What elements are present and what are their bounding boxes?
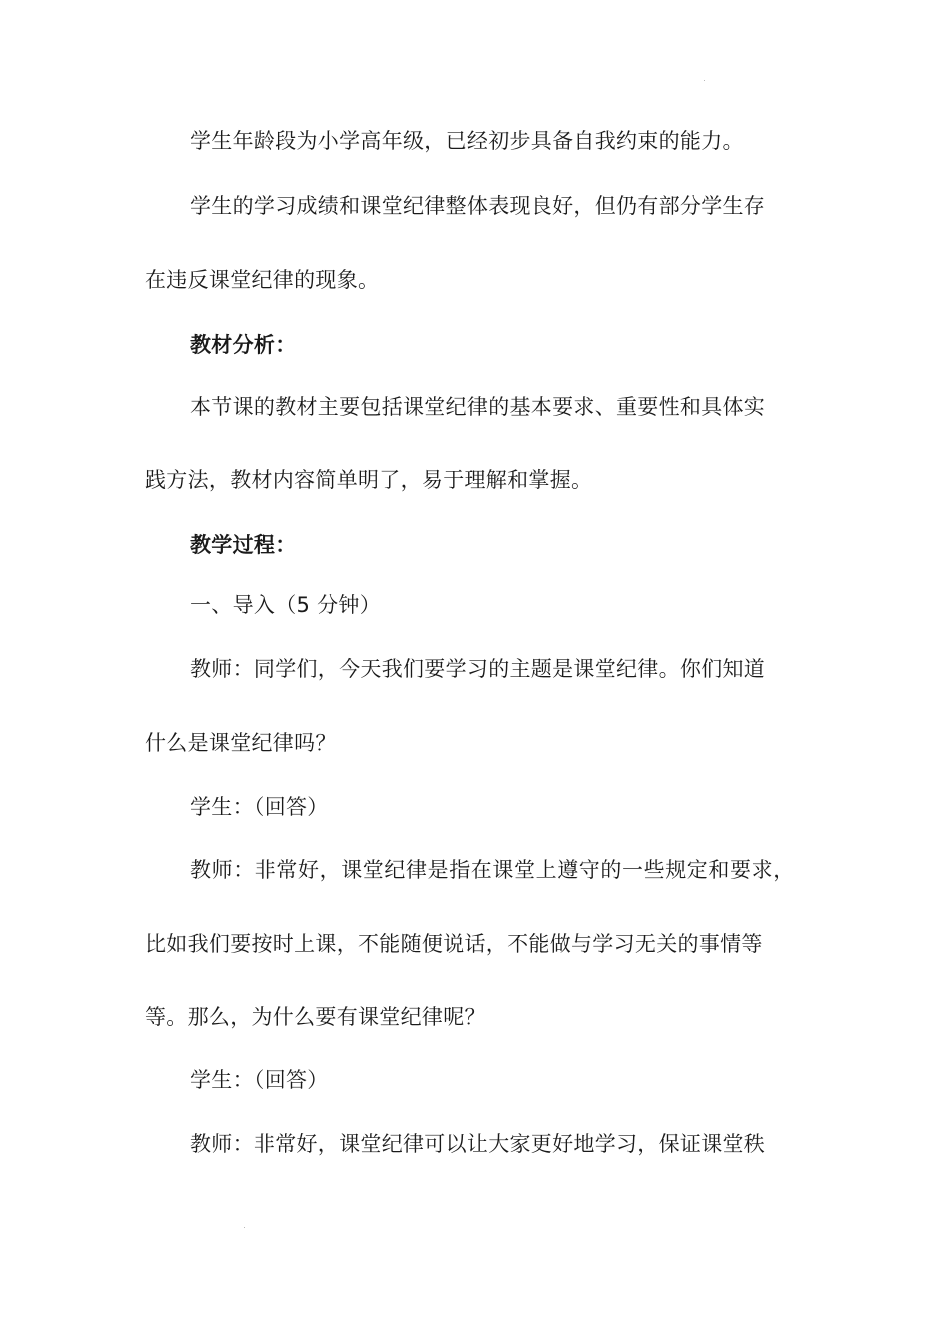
paragraph-student-age: 学生年龄段为小学高年级，已经初步具备自我约束的能力。: [190, 129, 744, 153]
section-introduction-title: 一、导入（5 分钟）: [190, 593, 382, 617]
corner-mark-top: [704, 80, 705, 81]
paragraph-student-performance-line-2: 在违反课堂纪律的现象。: [145, 268, 380, 292]
paragraph-textbook-line-1: 本节课的教材主要包括课堂纪律的基本要求、重要性和具体实: [190, 395, 766, 419]
heading-teaching-process: 教学过程：: [190, 533, 297, 557]
student-answer-1: 学生：（回答）: [190, 795, 329, 819]
teacher-dialogue-2-line-3: 等。那么，为什么要有课堂纪律呢？: [145, 1005, 486, 1029]
paragraph-textbook-line-2: 践方法，教材内容简单明了，易于理解和掌握。: [145, 468, 593, 492]
student-answer-2: 学生：（回答）: [190, 1068, 329, 1092]
corner-mark-bottom: [244, 1227, 245, 1228]
teacher-dialogue-2-line-2: 比如我们要按时上课，不能随便说话，不能做与学习无关的事情等: [145, 932, 763, 956]
teacher-dialogue-1-line-1: 教师：同学们，今天我们要学习的主题是课堂纪律。你们知道: [190, 657, 766, 681]
teacher-dialogue-2-line-1: 教师：非常好，课堂纪律是指在课堂上遵守的一些规定和要求，: [190, 858, 795, 882]
teacher-dialogue-3-line-1: 教师：非常好，课堂纪律可以让大家更好地学习，保证课堂秩: [190, 1132, 766, 1156]
teacher-dialogue-1-line-2: 什么是课堂纪律吗？: [145, 731, 337, 755]
heading-textbook-analysis: 教材分析：: [190, 333, 297, 357]
paragraph-student-performance-line-1: 学生的学习成绩和课堂纪律整体表现良好，但仍有部分学生存: [190, 194, 766, 218]
